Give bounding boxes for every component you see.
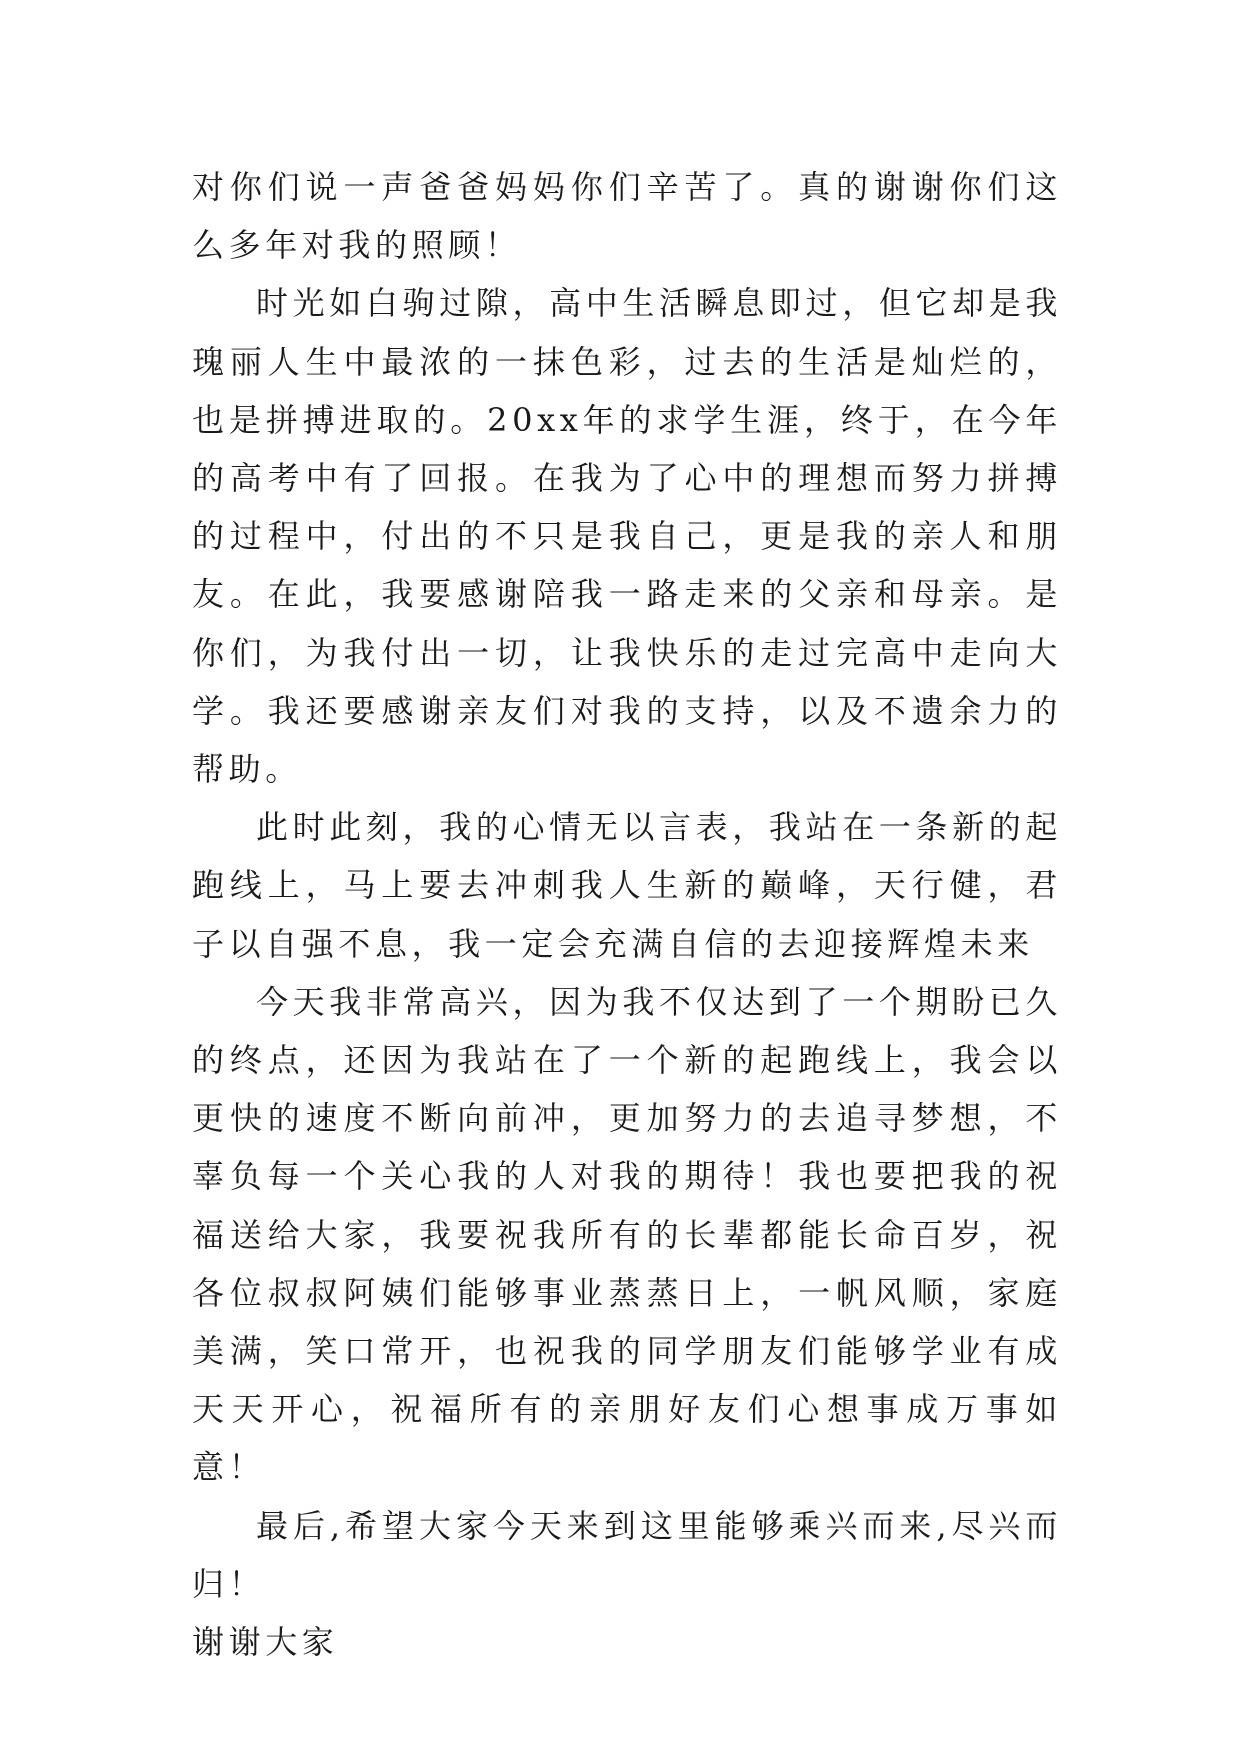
- paragraph-continued: 对你们说一声爸爸妈妈你们辛苦了。真的谢谢你们这么多年对我的照顾！: [192, 168, 1062, 265]
- paragraph-thanks: 谢谢大家: [192, 1623, 339, 1662]
- paragraph-wishes: 今天我非常高兴，因为我不仅达到了一个期盼已久的终点，还因为我站在了一个新的起跑线上，我会以更快的速度不断向前冲，更加努力的去追寻梦想，不辜负每一个关心我的人对我的期待！我也要把我的祝福送给大家，我要祝我所有的长辈都能长命百岁，祝各位叔叔阿姨们能够事业蒸蒸日上，一帆风顺，家庭美满，笑口常开，也祝我的同学朋友们能够学业有成天天开心，祝福所有的亲朋好友们心想事成万事如意！: [192, 982, 1062, 1487]
- document-body: [192, 158, 1062, 1671]
- paragraph-gratitude: 时光如白驹过隙，高中生活瞬息即过，但它却是我瑰丽人生中最浓的一抹色彩，过去的生活是灿烂的，也是拼搏进取的。20xx年的求学生涯，终于，在今年的高考中有了回报。在我为了心中的理想而努力拼搏的过程中，付出的不只是我自己，更是我的亲人和朋友。在此，我要感谢陪我一路走来的父亲和母亲。是你们，为我付出一切，让我快乐的走过完高中走向大学。我还要感谢亲友们对我的支持，以及不遗余力的帮助。: [192, 284, 1062, 789]
- paragraph-closing: 最后,希望大家今天来到这里能够乘兴而来,尽兴而归！: [192, 1506, 1062, 1603]
- paragraph-new-start: 此时此刻，我的心情无以言表，我站在一条新的起跑线上，马上要去冲刺我人生新的巅峰，天行健，君子以自强不息，我一定会充满自信的去迎接辉煌未来: [192, 808, 1062, 963]
